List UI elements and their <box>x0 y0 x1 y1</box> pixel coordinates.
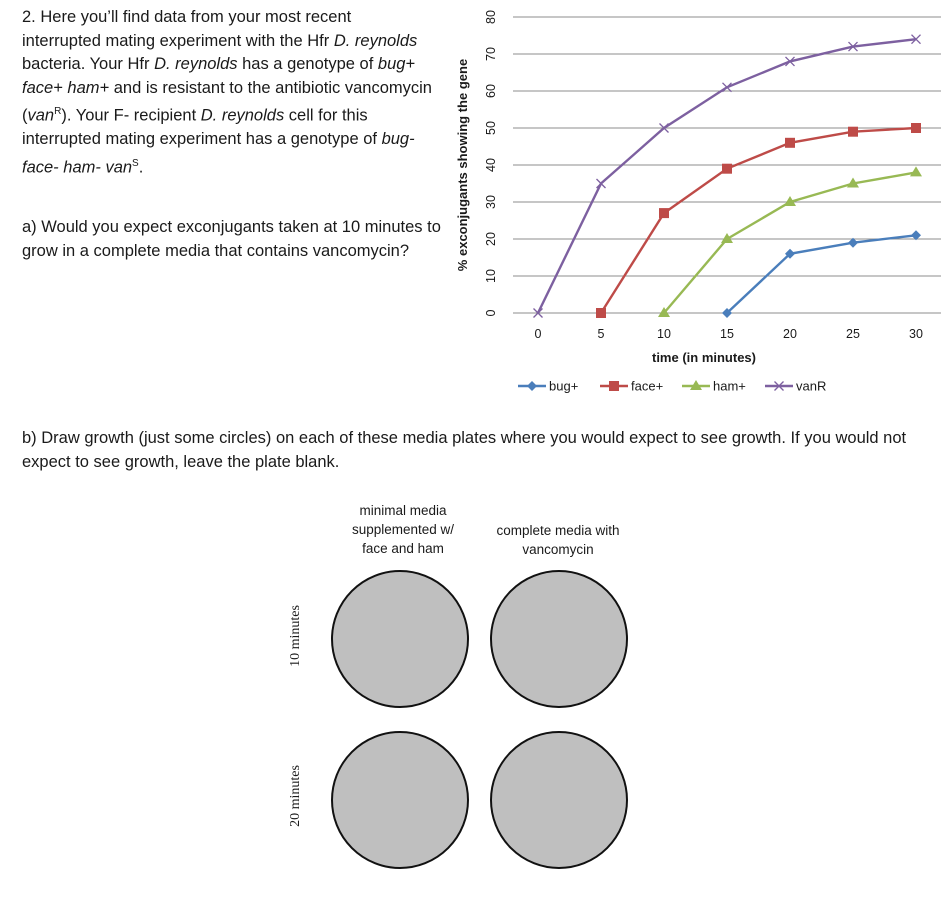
part-a-question: a) Would you expect exconjugants taken at 10 minutes to grow in a complete media that contains vancomycin? <box>22 218 441 260</box>
plate-column-1-label <box>333 501 473 558</box>
point-vanr-5 <box>597 179 606 188</box>
q2-s1e: has a genotype of <box>237 55 378 73</box>
point-face-plus-25 <box>848 127 858 137</box>
legend-label-bug-plus: bug+ <box>549 378 579 394</box>
q2-s1c: bacteria. Your Hfr <box>22 55 155 73</box>
point-ham-plus-30 <box>910 166 922 176</box>
y-tick-label-20: 20 <box>484 232 498 246</box>
legend-label-face-plus: face+ <box>631 378 664 394</box>
row-label-20-minutes: 20 minutes <box>288 765 303 827</box>
y-tick-label-50: 50 <box>484 121 498 135</box>
y-tick-label-80: 80 <box>484 10 498 24</box>
point-ham-plus-15 <box>721 233 733 243</box>
x-tick-label-10: 10 <box>657 327 671 341</box>
point-face-plus-30 <box>911 123 921 133</box>
q2-s1m: . <box>138 158 144 176</box>
point-face-plus-20 <box>785 138 795 148</box>
y-tick-label-30: 30 <box>484 195 498 209</box>
legend-label-vanr: vanR <box>796 378 827 394</box>
x-tick-label-15: 15 <box>720 327 734 341</box>
part-b-question: b) Draw growth (just some circles) on each of these media plates where you would expect to see growth. If you would not expect to see growth, leave the plate blank. <box>22 429 907 471</box>
y-tick-label-0: 0 <box>484 309 498 317</box>
y-tick-label-40: 40 <box>484 158 498 172</box>
x-tick-label-0: 0 <box>534 327 542 341</box>
q2-number: 2. <box>22 8 36 26</box>
q2-s1h-sup: R <box>54 106 62 117</box>
q2-s1a: Here you’ll find data from your most recent interrupted mating experiment with the Hfr <box>22 8 352 50</box>
legend-marker-bug-plus <box>527 381 537 391</box>
line-chart <box>440 0 948 410</box>
question-2-text <box>22 6 432 180</box>
chart-ylabel: % exconjugants showing the gene <box>455 58 470 272</box>
plate-minimal-10min[interactable] <box>331 570 469 708</box>
q2-s1l-sup: S <box>132 157 139 169</box>
q2-s1k: cell for this interrupted mating experiment has a genotype of <box>22 106 382 148</box>
series-line-ham-plus <box>664 172 916 313</box>
q2-s1d: D. reynolds <box>154 55 238 73</box>
q2-s1g: and is resistant to the antibiotic vancomycin ( <box>22 78 432 125</box>
y-tick-label-10: 10 <box>484 269 498 283</box>
legend-label-ham-plus: ham+ <box>713 378 746 394</box>
y-tick-label-60: 60 <box>484 84 498 98</box>
col2-line-2: vancomycin <box>522 542 594 557</box>
col1-line-3: face and ham <box>362 541 444 556</box>
y-tick-label-70: 70 <box>484 47 498 61</box>
x-tick-label-30: 30 <box>909 327 923 341</box>
x-tick-label-5: 5 <box>597 327 605 341</box>
point-face-plus-5 <box>596 308 606 318</box>
chart-xlabel: time (in minutes) <box>651 350 757 365</box>
x-tick-label-25: 25 <box>846 327 860 341</box>
q2-s1h: van <box>27 106 55 125</box>
series-line-vanr <box>538 39 916 313</box>
series-line-bug-plus <box>727 235 916 313</box>
plate-minimal-20min[interactable] <box>331 731 469 869</box>
point-face-plus-15 <box>722 164 732 174</box>
row-label-10-minutes: 10 minutes <box>288 605 303 667</box>
col2-line-1: complete media with <box>496 523 620 538</box>
q2-s1j: D. reynolds <box>200 106 285 125</box>
q2-s1b: D. reynolds <box>333 31 418 50</box>
q2-s1f: bug+ face+ ham+ <box>22 55 416 97</box>
legend-marker-face-plus <box>609 381 619 391</box>
plate-vancomycin-10min[interactable] <box>490 570 628 708</box>
col1-line-2: supplemented w/ <box>351 522 455 537</box>
plate-column-2-label <box>478 521 638 559</box>
x-tick-label-20: 20 <box>783 327 797 341</box>
q2-s1i: ). Your F- recipient <box>61 106 201 125</box>
point-face-plus-10 <box>659 208 669 218</box>
col1-line-1: minimal media <box>359 503 447 518</box>
q2-s1l: bug- face- ham- van <box>22 130 415 176</box>
plate-vancomycin-20min[interactable] <box>490 731 628 869</box>
